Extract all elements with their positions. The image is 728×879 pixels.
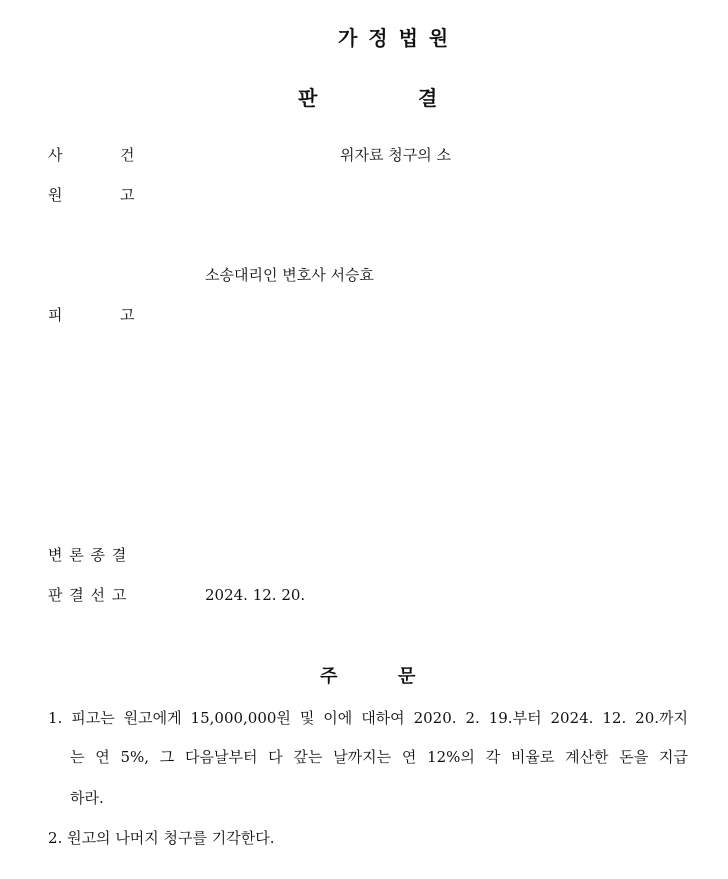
- plaintiff-label-b: 고: [120, 186, 135, 204]
- doc-title-left: 판: [298, 86, 318, 110]
- order-item-2: 2. 원고의 나머지 청구를 기각한다.: [48, 829, 275, 847]
- plaintiff-label-a: 원: [48, 186, 63, 204]
- ruling-label: 판 결 선 고: [48, 586, 128, 604]
- plaintiff-counsel: 소송대리인 변호사 서승효: [205, 266, 374, 284]
- order-heading-left: 주: [320, 666, 338, 687]
- order-item-1-line-3: 하라.: [70, 789, 104, 807]
- closing-label: 변 론 종 결: [48, 546, 128, 564]
- defendant-label-a: 피: [48, 306, 63, 324]
- order-item-1-line-1: 1. 피고는 원고에게 15,000,000원 및 이에 대하여 2020. 2. 19.부터 2024. 12. 20.까지: [48, 709, 688, 727]
- case-value: 위자료 청구의 소: [340, 146, 451, 164]
- ruling-date: 2024. 12. 20.: [205, 586, 306, 604]
- court-name: 가 정 법 원: [338, 26, 451, 50]
- case-label-a: 사: [48, 146, 63, 164]
- case-label-b: 건: [120, 146, 135, 164]
- order-heading-right: 문: [398, 666, 416, 687]
- order-item-1-line-2: 는 연 5%, 그 다음날부터 다 갚는 날까지는 연 12%의 각 비율로 계산한 돈을 지급: [70, 748, 688, 766]
- defendant-label-b: 고: [120, 306, 135, 324]
- doc-title-right: 결: [418, 86, 438, 110]
